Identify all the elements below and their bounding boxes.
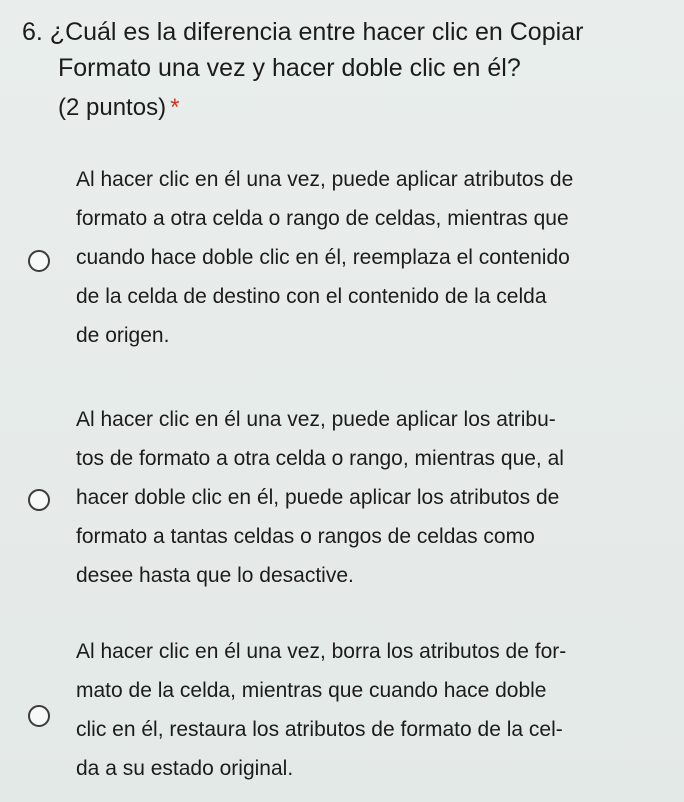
radio-button[interactable] [28, 705, 50, 727]
answer-option-1[interactable] [0, 160, 684, 360]
option-line: da a su estado original. [76, 757, 294, 780]
required-marker: * [170, 94, 180, 121]
option-label [76, 160, 666, 355]
option-line: desee hasta que lo desactive. [76, 564, 354, 587]
option-line: cuando hace doble clic en él, reemplaza el contenido [76, 246, 570, 269]
option-line: Al hacer clic en él una vez, puede aplicar los atribu- [76, 408, 556, 431]
radio-button[interactable] [28, 489, 50, 511]
question-line: 6. ¿Cuál es la diferencia entre hacer clic en Copiar [22, 18, 584, 46]
radio-button[interactable] [28, 250, 50, 272]
option-line: de origen. [76, 324, 170, 347]
option-line: mato de la celda, mientras que cuando hace doble [76, 679, 547, 702]
option-line: Al hacer clic en él una vez, borra los atributos de for- [76, 640, 567, 663]
option-line: de la celda de destino con el contenido de la celda [76, 285, 547, 308]
option-label [76, 632, 666, 788]
question-text [22, 14, 672, 86]
answer-option-3[interactable] [0, 632, 684, 794]
question-points [58, 90, 179, 126]
option-line: hacer doble clic en él, puede aplicar los atributos de [76, 486, 560, 509]
points-label: (2 puntos) [58, 94, 167, 121]
option-line: formato a tantas celdas o rangos de celdas como [76, 525, 535, 548]
option-line: tos de formato a otra celda o rango, mientras que, al [76, 447, 564, 470]
question-line: Formato una vez y hacer doble clic en él? [58, 54, 521, 82]
option-label [76, 400, 666, 595]
answer-option-2[interactable] [0, 400, 684, 600]
option-line: formato a otra celda o rango de celdas, mientras que [76, 207, 569, 230]
option-line: clic en él, restaura los atributos de formato de la cel- [76, 718, 563, 741]
option-line: Al hacer clic en él una vez, puede aplicar atributos de [76, 168, 574, 191]
